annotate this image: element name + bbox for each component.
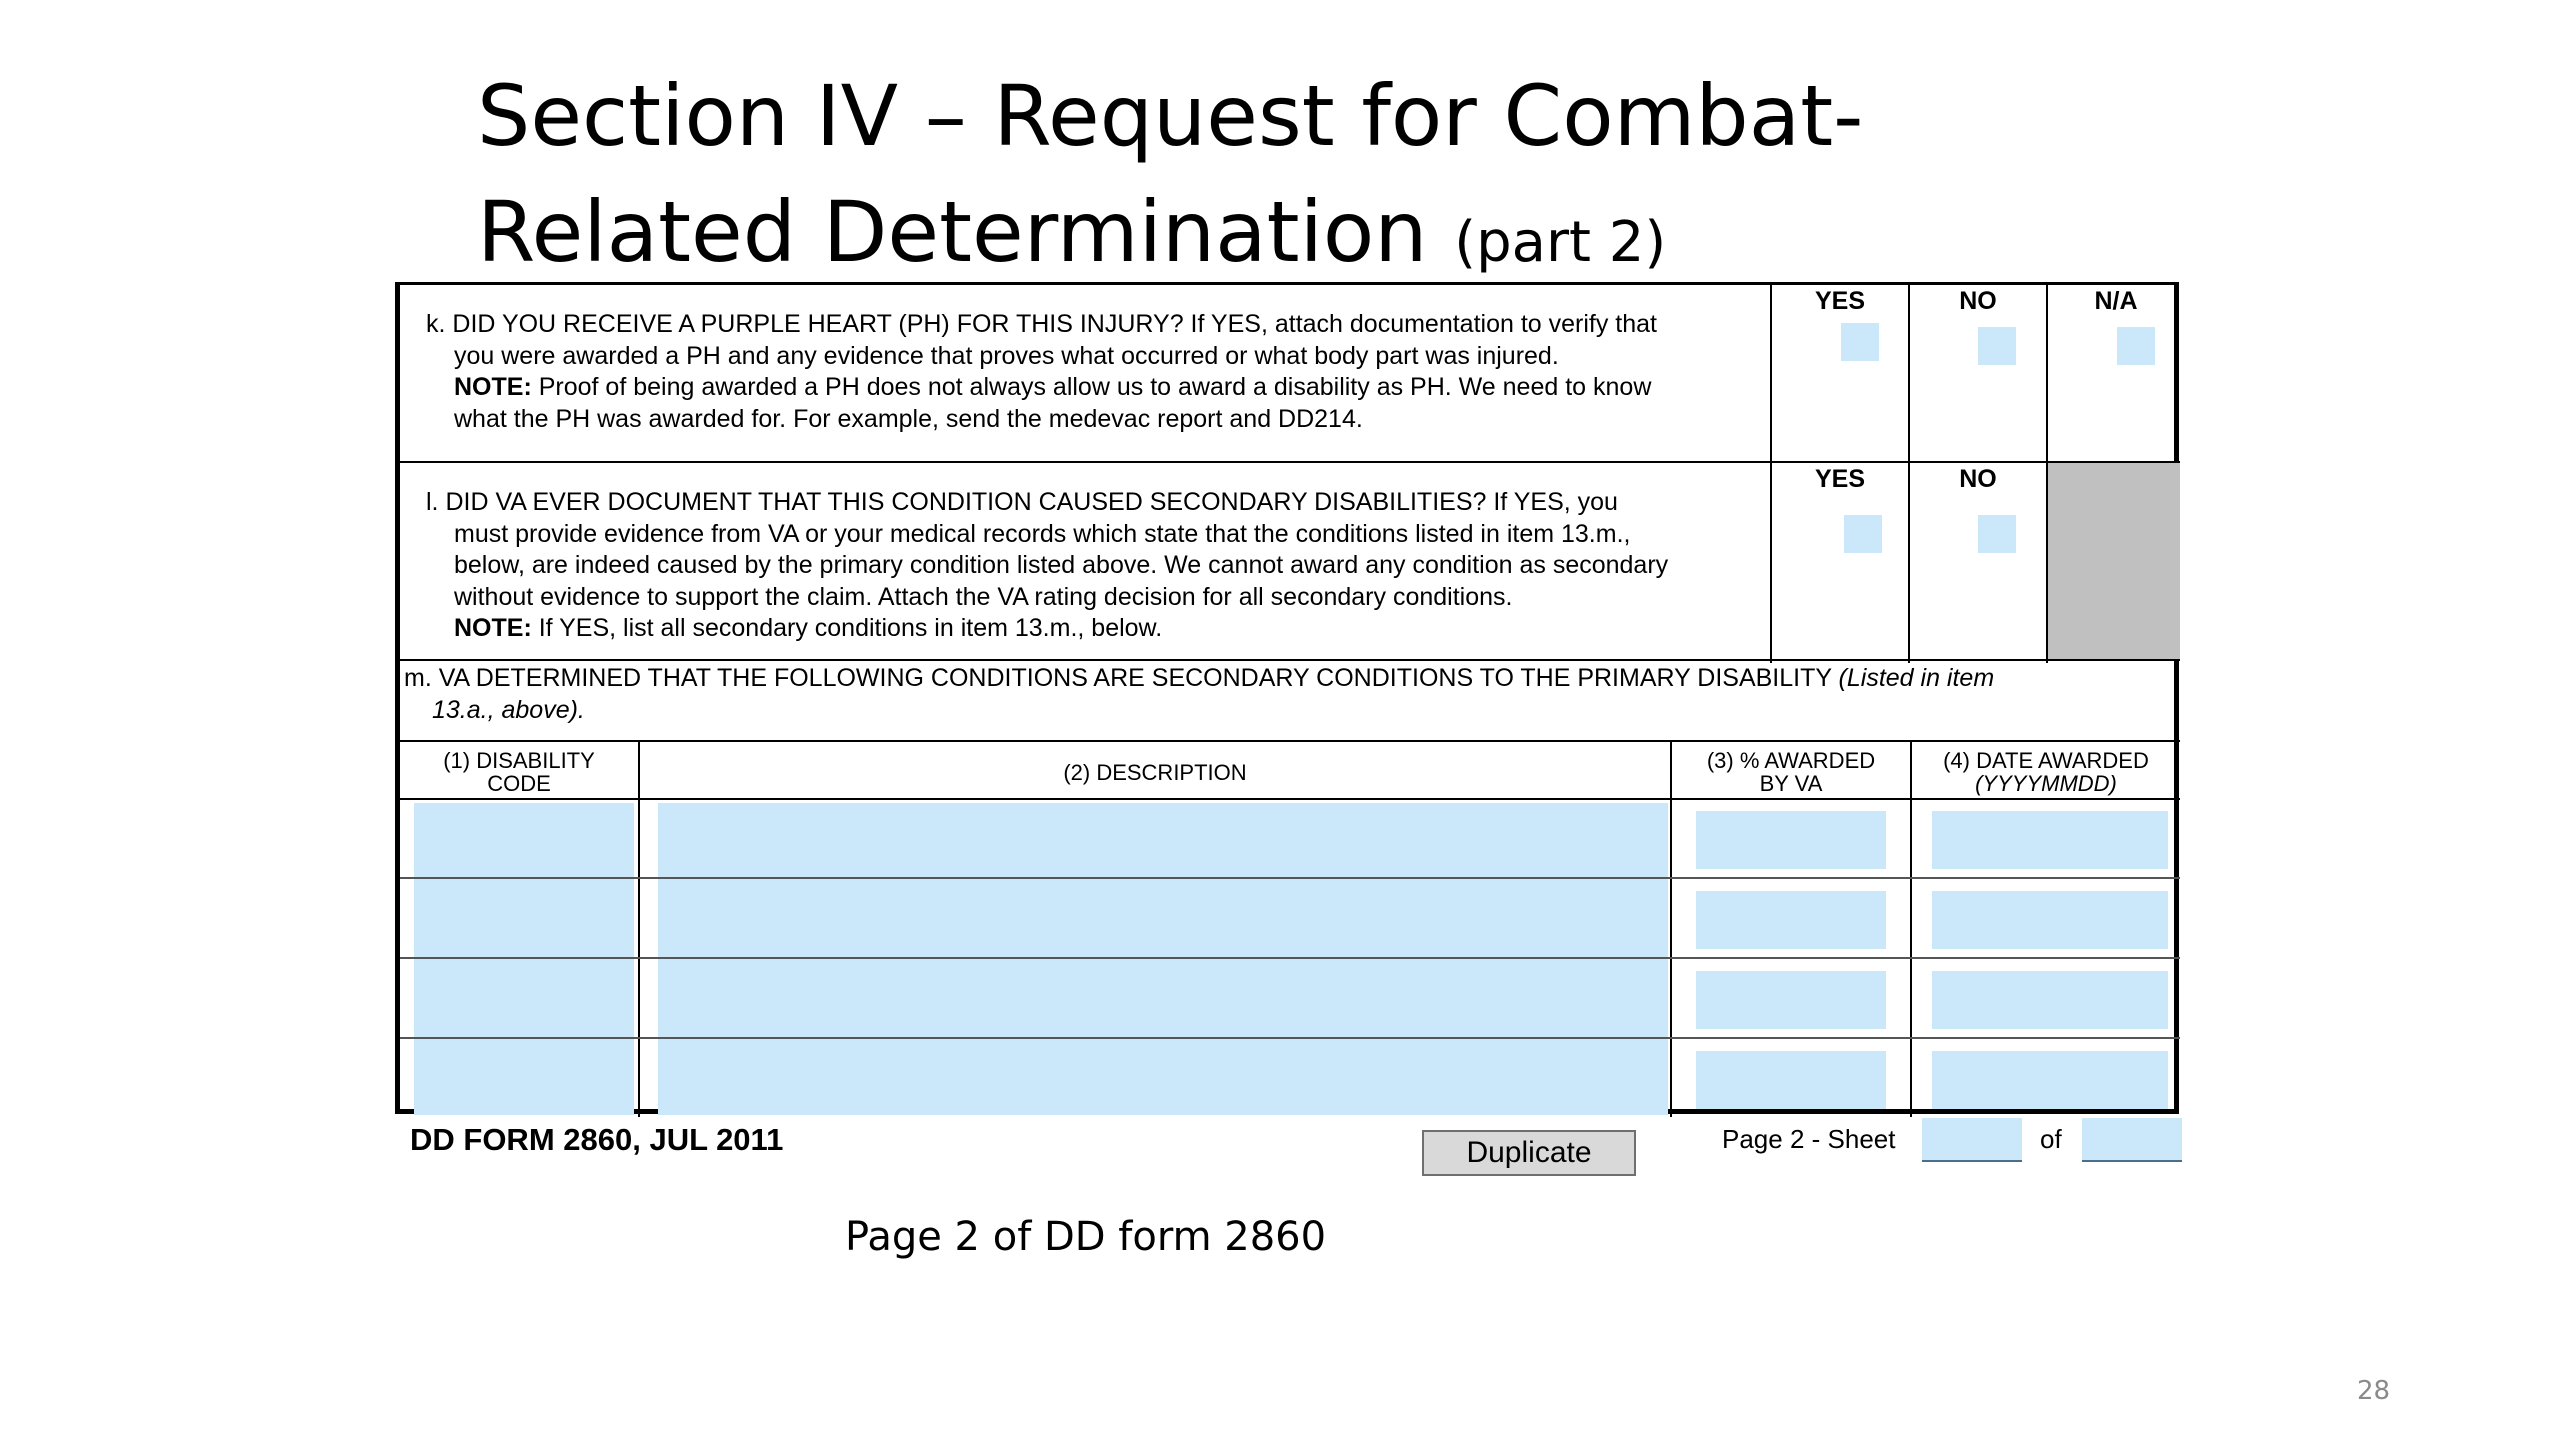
of-label: of — [2040, 1124, 2062, 1154]
row-divider — [400, 957, 2180, 959]
sheet-label: Page 2 - Sheet — [1722, 1124, 1896, 1154]
col-percent-awarded-header — [1672, 749, 1910, 795]
question-k-line2: you were awarded a PH and any evidence that proves what occurred or what body part was injured. — [454, 341, 1559, 370]
col-disability-code-header — [400, 749, 638, 795]
col4-line1: (4) DATE AWARDED — [1943, 748, 2149, 773]
section-m-line1: m. VA DETERMINED THAT THE FOLLOWING CONDITIONS ARE SECONDARY CONDITIONS TO THE PRIMARY DISABILITY — [404, 664, 1832, 692]
slide-title-suffix: (part 2) — [1454, 210, 1667, 275]
l-na-disabled-cell — [2048, 463, 2180, 659]
col1-line1: (1) DISABILITY — [443, 748, 595, 773]
date-awarded-field-4[interactable] — [1932, 1051, 2168, 1109]
k-no-checkbox[interactable] — [1978, 327, 2016, 365]
divider — [400, 659, 2180, 661]
question-l-line3: below, are indeed caused by the primary condition listed above. We cannot award any condition as secondary — [454, 551, 1669, 579]
col1-line2: CODE — [487, 771, 551, 796]
percent-awarded-field-1[interactable] — [1696, 811, 1886, 869]
description-field[interactable] — [658, 803, 1668, 1115]
k-na-header: N/A — [2094, 287, 2138, 315]
sheet-number-field[interactable] — [1922, 1118, 2022, 1162]
l-no-checkbox[interactable] — [1978, 515, 2016, 553]
form-id: DD FORM 2860, JUL 2011 — [410, 1122, 784, 1157]
row-divider — [400, 1037, 2180, 1039]
l-yes-checkbox[interactable] — [1844, 515, 1882, 553]
question-k-note — [426, 372, 1766, 404]
col3-line2: BY VA — [1759, 771, 1823, 796]
duplicate-button[interactable]: Duplicate — [1422, 1130, 1636, 1176]
section-m-line2: 13.a., above). — [432, 695, 585, 724]
slide-caption: Page 2 of DD form 2860 — [845, 1214, 1327, 1260]
col-date-awarded-header — [1912, 749, 2180, 795]
question-l-line4: without evidence to support the claim. Attach the VA rating decision for all secondary conditions. — [454, 582, 1513, 611]
note-text: Proof of being awarded a PH does not always allow us to award a disability as PH. We need to know — [531, 373, 1652, 401]
divider — [400, 798, 2180, 800]
col-description-header: (2) DESCRIPTION — [1063, 760, 1247, 785]
k-na-checkbox[interactable] — [2117, 327, 2155, 365]
section-m-italic: (Listed in item — [1838, 664, 1995, 692]
section-m-heading — [404, 663, 2174, 726]
k-no-header: NO — [1959, 287, 1997, 315]
date-awarded-field-2[interactable] — [1932, 891, 2168, 949]
slide-title — [477, 58, 1977, 301]
question-l-line2: must provide evidence from VA or your medical records which state that the conditions listed in item 13.m., — [454, 519, 1631, 548]
disability-code-field[interactable] — [414, 803, 634, 1115]
note-label: NOTE: — [454, 614, 532, 642]
date-awarded-field-3[interactable] — [1932, 971, 2168, 1029]
slide-page-number: 28 — [2357, 1376, 2391, 1406]
percent-awarded-field-3[interactable] — [1696, 971, 1886, 1029]
row-divider — [400, 877, 2180, 879]
col3-line1: (3) % AWARDED — [1706, 748, 1876, 773]
dd2860-form-section — [395, 282, 2179, 1114]
slide-title-line2-text: Related Determination — [477, 183, 1428, 281]
question-l-line1: l. DID VA EVER DOCUMENT THAT THIS CONDITION CAUSED SECONDARY DISABILITIES? If YES, you — [426, 488, 1618, 516]
question-k-line4: what the PH was awarded for. For example, send the medevac report and DD214. — [454, 404, 1363, 433]
percent-awarded-field-4[interactable] — [1696, 1051, 1886, 1109]
question-l-note — [426, 613, 1766, 645]
note-text: If YES, list all secondary conditions in item 13.m., below. — [531, 614, 1163, 642]
question-k-line1: k. DID YOU RECEIVE A PURPLE HEART (PH) FOR THIS INJURY? If YES, attach documentation to verify that — [426, 310, 1658, 338]
percent-awarded-field-2[interactable] — [1696, 891, 1886, 949]
question-k — [426, 309, 1766, 435]
k-yes-header: YES — [1814, 287, 1866, 315]
note-label: NOTE: — [454, 373, 532, 401]
k-yes-checkbox[interactable] — [1841, 323, 1879, 361]
col4-line2: (YYYYMMDD) — [1975, 771, 2117, 796]
divider — [400, 740, 2180, 742]
sheet-total-field[interactable] — [2082, 1118, 2182, 1162]
slide-title-line1: Section IV – Request for Combat- — [477, 67, 1864, 165]
l-yes-header: YES — [1814, 465, 1866, 493]
divider — [400, 461, 2180, 463]
date-awarded-field-1[interactable] — [1932, 811, 2168, 869]
l-no-header: NO — [1959, 465, 1997, 493]
question-l — [426, 487, 1766, 645]
